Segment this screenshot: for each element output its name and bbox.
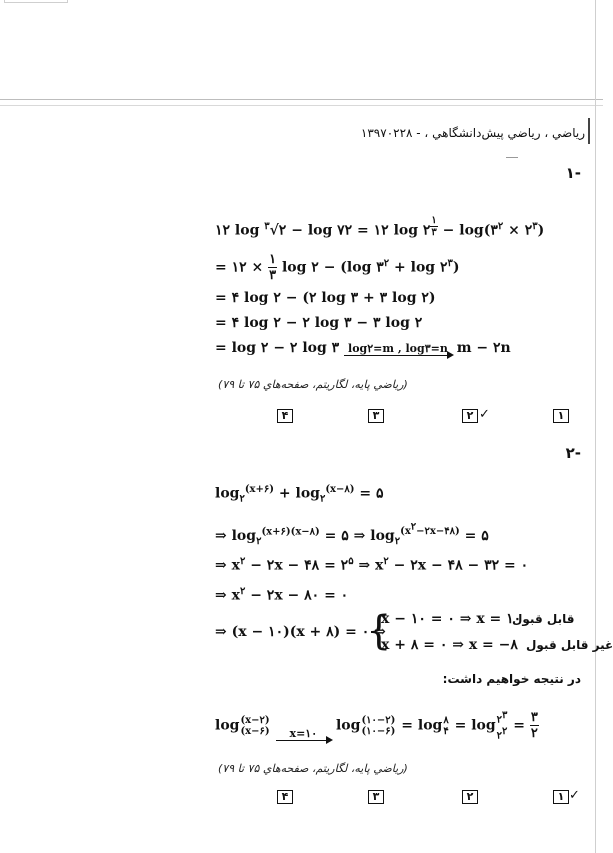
substitution-arrow-2: x=۱۰ [276, 728, 332, 741]
q2-line-5: ⇒ (x − ۱۰)(x + ۸) = ۰ ⇒ [215, 624, 386, 640]
q2-choice-1[interactable]: ۱ [553, 790, 569, 804]
q1-l1-root: √۲ [269, 222, 287, 239]
q2-choice-4[interactable]: ۴ [277, 790, 293, 804]
divider-line-2 [0, 105, 603, 106]
q1-l1-root-index: ۳ [264, 221, 270, 232]
q1-l1-b: − log ۷۲ = ۱۲ log ۲ [286, 222, 431, 239]
correct-check-icon: ✓ [479, 407, 490, 422]
exam-header: رياضي ، رياضي پيش‌دانشگاهي ، - ۱۳۹۷۰۲۲۸ [360, 126, 585, 140]
small-dash [506, 157, 518, 158]
q2-line-4: ⇒ $x^۲$ − ۲x − ۸۰ = ۰ [215, 586, 349, 604]
question-2-number: -۲ [565, 444, 581, 462]
q2-choice-2[interactable]: ۲ [462, 790, 478, 804]
q1-l2-fraction: $\frac{۱}{۳}$ [269, 252, 277, 283]
q1-choice-4[interactable]: ۴ [277, 409, 293, 423]
substitution-arrow: log۲=m , log۳=n [344, 343, 452, 356]
q2-conclusion: در نتيجه خواهيم داشت: [442, 672, 581, 686]
question-1-number: -۱ [565, 164, 581, 182]
q1-line-4: = ۴ log ۲ − ۲ log ۳ − ۳ log ۲ [215, 315, 423, 331]
q1-l1-a: ۱۲ log [215, 222, 265, 239]
q2-choice-3[interactable]: ۳ [368, 790, 384, 804]
q2-line-2: ⇒ $\log_۲^{(x+۶)(x-۸)}$ = ۵ ⇒ $\log_۲^{(x^۲-۲x-۴۸)}$ = ۵ [215, 522, 489, 547]
q2-case-1-note: قابل قبول [512, 612, 575, 626]
q2-reference: (رياضي پايه، لگاريتم، صفحه‌هاي ۷۵ تا ۷۹) [218, 762, 408, 775]
q1-choice-3[interactable]: ۳ [368, 409, 384, 423]
q2-line-3: ⇒ $x^۲$ − ۲x − ۴۸ = $۲^۵$ ⇒ $x^۲$ − ۲x − ۴۸ − ۳۲ = ۰ [215, 556, 529, 574]
header-bar [588, 118, 590, 144]
blank-top-area [0, 0, 603, 100]
q1-choice-1[interactable]: ۱ [553, 409, 569, 423]
q2-final-line: log (x−۲) (x−۶) x=۱۰ log (۱۰−۲) (۱۰−۶) = log ۸ ۴ = log $۲^۳$ $۲^۲$ = $\frac{۳}{۲}$ [215, 710, 538, 741]
q1-reference: (رياضي پايه، لگاريتم، صفحه‌هاي ۷۵ تا ۷۹) [218, 378, 408, 391]
q1-choice-2[interactable]: ۲ [462, 409, 478, 423]
tab-stub [4, 0, 68, 3]
q1-line-2: = ۱۲ × $\frac{۱}{۳}$ log ۲ − (log $۳^۲ + \log$ $۲^۳$) [215, 252, 460, 283]
page-edge [595, 0, 596, 853]
q2-final-log-arg: (x−۲) (x−۶) [240, 714, 270, 737]
q1-l1-exponent: ۱ ۳ [431, 215, 437, 238]
divider-line [0, 99, 603, 100]
q2-case-2-note: غير قابل قبول [526, 638, 613, 652]
correct-check-icon-2: ✓ [569, 788, 580, 803]
q2-case-1-eq: x − ۱۰ = ۰ ⇒ x = ۱۰ [381, 611, 522, 627]
q1-line-3: = ۴ log ۲ − (۲ log ۳ + ۳ log ۲) [215, 290, 436, 306]
q2-case-2-eq: x + ۸ = ۰ ⇒ x = −۸ [381, 637, 518, 653]
q1-line-5: = log ۲ − ۲ log ۳ log۲=m , log۳=n m − ۲n [215, 340, 511, 356]
q2-line-1: $\log_۲^{(x+۶)} + \log_۲^{(x-۸)}$ = ۵ [215, 484, 384, 505]
q2-final-fraction: $\frac{۳}{۲}$ [530, 710, 538, 741]
cases-brace: { [366, 608, 392, 654]
q1-line-1: ۱۲ log $^۳$√۲ − log ۷۲ = ۱۲ log ۲ $^{\frac{۱}{۳}}$ − $\log(۳^۲$ × $۲^۳$) [215, 215, 545, 239]
